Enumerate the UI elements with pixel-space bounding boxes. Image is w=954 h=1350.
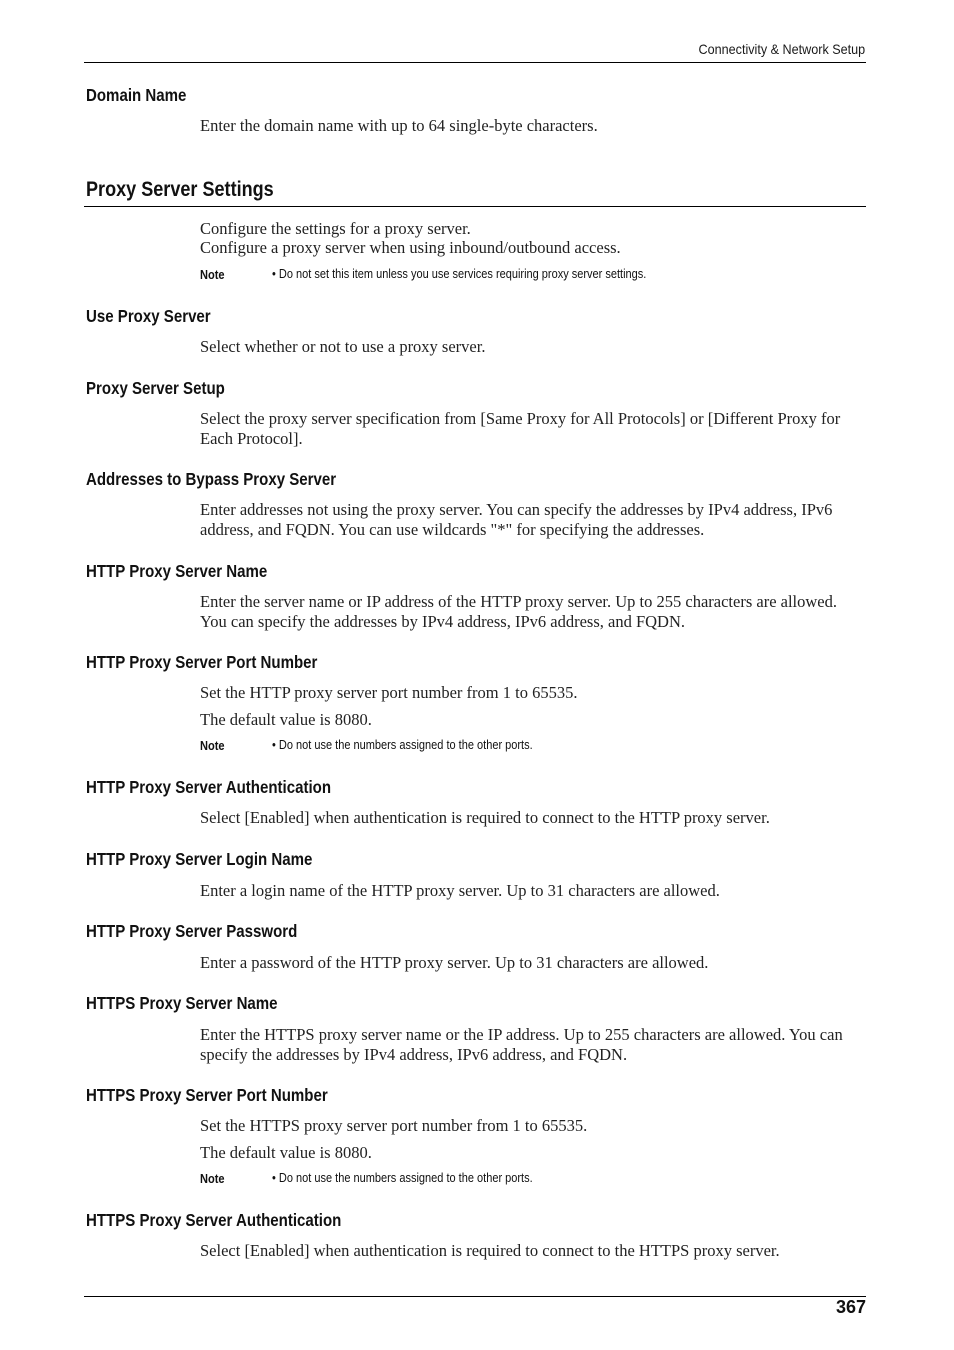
https-proxy-port-text: Set the HTTPS proxy server port number from 1 to 65535. [200,1116,588,1135]
proxy-server-setup-text: Select the proxy server specification from [Same Proxy for All Protocols] or [Different Proxy for Each Protocol]. [200,409,841,448]
section-title-proxy-server-settings: Proxy Server Settings [86,178,274,201]
heading-proxy-server-setup: Proxy Server Setup [86,378,225,398]
domain-name-text: Enter the domain name with up to 64 single-byte characters. [200,116,598,135]
heading-http-proxy-login: HTTP Proxy Server Login Name [86,849,313,869]
http-proxy-port-text: Set the HTTP proxy server port number from 1 to 65535. [200,683,578,702]
heading-http-proxy-port: HTTP Proxy Server Port Number [86,652,318,672]
use-proxy-server-text: Select whether or not to use a proxy server. [200,337,486,356]
heading-http-proxy-auth: HTTP Proxy Server Authentication [86,777,332,797]
note-text: • Do not use the numbers assigned to the other ports. [272,1171,533,1185]
heading-bypass-addresses: Addresses to Bypass Proxy Server [86,469,337,489]
note-label: Note [200,1171,225,1186]
footer-rule [84,1296,866,1297]
page-number: 367 [835,1297,866,1317]
http-proxy-login-text: Enter a login name of the HTTP proxy server. Up to 31 characters are allowed. [200,881,720,900]
heading-https-proxy-port: HTTPS Proxy Server Port Number [86,1085,328,1105]
heading-domain-name: Domain Name [86,85,187,105]
note-label: Note [200,267,225,282]
section-rule [84,206,866,207]
http-proxy-port-default: The default value is 8080. [200,710,372,729]
heading-https-proxy-server-name: HTTPS Proxy Server Name [86,993,278,1013]
running-header: Connectivity & Network Setup [698,41,865,57]
note-label: Note [200,738,225,753]
https-proxy-port-default: The default value is 8080. [200,1143,372,1162]
note-text: • Do not set this item unless you use services requiring proxy server settings. [272,267,647,281]
header-rule [84,62,866,63]
http-proxy-server-name-text: Enter the server name or IP address of the HTTP proxy server. Up to 255 characters are allowed. You can specify the addresses by IPv4 address, IPv6 address, and FQDN. [200,592,838,631]
http-proxy-auth-text: Select [Enabled] when authentication is required to connect to the HTTP proxy server. [200,808,770,827]
https-proxy-auth-text: Select [Enabled] when authentication is required to connect to the HTTPS proxy server. [200,1241,780,1260]
https-proxy-server-name-text: Enter the HTTPS proxy server name or the IP address. Up to 255 characters are allowed. You can specify the addresses by IPv4 address, IPv6 address, and FQDN. [200,1025,843,1064]
proxy-settings-intro-1: Configure the settings for a proxy server. [200,219,471,238]
heading-use-proxy-server: Use Proxy Server [86,306,211,326]
http-proxy-password-text: Enter a password of the HTTP proxy server. Up to 31 characters are allowed. [200,953,709,972]
proxy-settings-intro-2: Configure a proxy server when using inbound/outbound access. [200,238,621,257]
heading-https-proxy-auth: HTTPS Proxy Server Authentication [86,1210,342,1230]
note-text: • Do not use the numbers assigned to the other ports. [272,738,533,752]
bypass-addresses-text: Enter addresses not using the proxy server. You can specify the addresses by IPv4 address, IPv6 address, and FQDN. You can use wildcards "*" for specifying the addresses. [200,500,833,539]
heading-http-proxy-password: HTTP Proxy Server Password [86,921,298,941]
heading-http-proxy-server-name: HTTP Proxy Server Name [86,561,268,581]
